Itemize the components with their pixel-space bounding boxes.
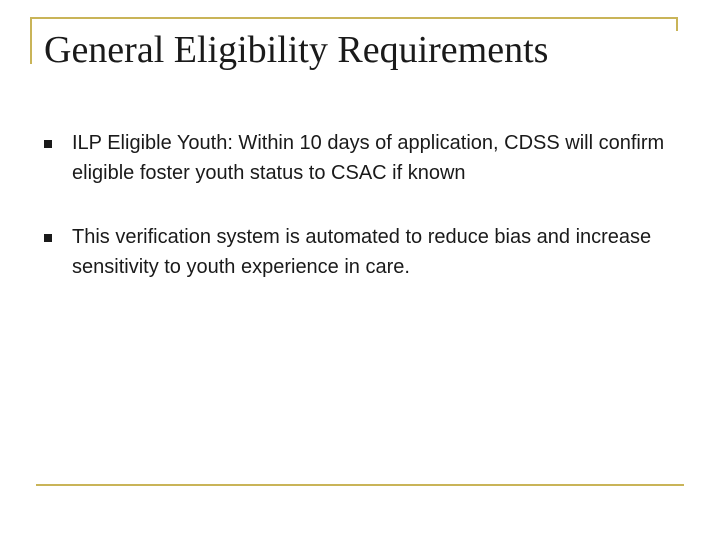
top-divider-line [30,17,678,19]
square-bullet-icon [44,140,52,148]
bottom-divider-line [36,484,684,486]
bullet-item [44,222,684,282]
right-frame-tick [676,17,678,31]
bullet-text: This verification system is automated to reduce bias and increase sensitivity to youth experience in care. [72,226,652,278]
slide-title: General Eligibility Requirements [44,29,549,71]
square-bullet-icon [44,234,52,242]
bullet-text: ILP Eligible Youth: Within 10 days of application, CDSS will confirm eligible foster youth status to CSAC if known [72,132,665,184]
left-frame-tick [30,17,32,64]
bullet-item [44,128,684,188]
bullet-list [44,128,684,316]
